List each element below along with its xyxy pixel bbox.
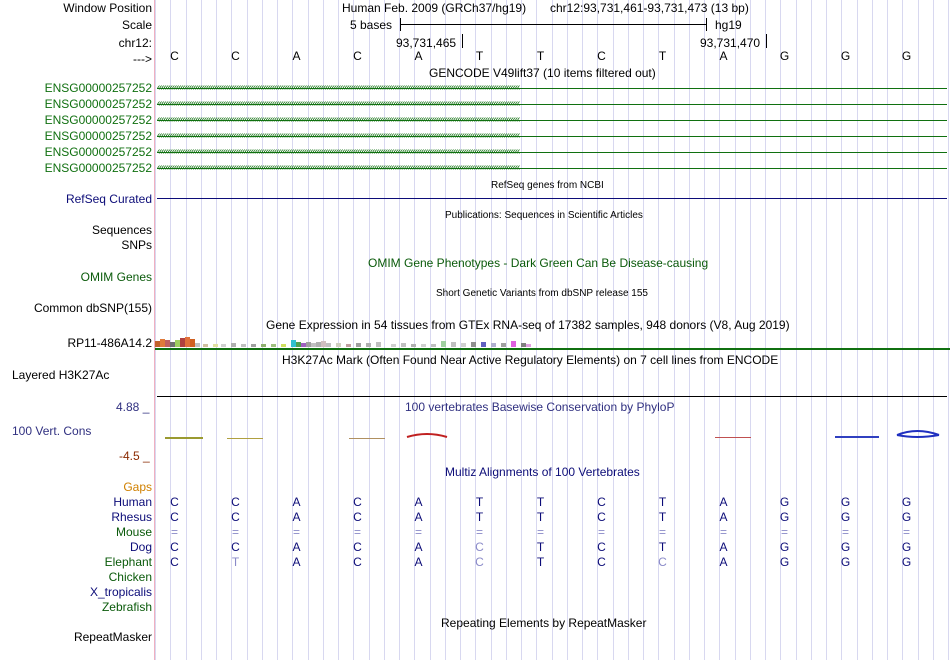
gtex-bar <box>203 344 208 347</box>
gtex-bar <box>170 342 175 347</box>
aligned-base: G <box>901 510 912 524</box>
gtex-bar <box>175 340 180 347</box>
publications-snps-label[interactable]: SNPs <box>121 238 152 252</box>
gtex-bar <box>180 338 185 347</box>
sequence-base: C <box>597 49 606 63</box>
sequence-base: C <box>170 49 179 63</box>
aligned-base: C <box>597 540 606 554</box>
gtex-bar <box>213 344 218 347</box>
scale-bar-left-tick <box>400 18 401 31</box>
aligned-base: A <box>719 510 728 524</box>
scale-label: Scale <box>121 18 152 32</box>
publications-track-title[interactable]: Publications: Sequences in Scientific Articles <box>445 210 643 221</box>
h3k27ac-baseline <box>157 396 947 397</box>
gtex-bar <box>221 344 226 347</box>
h3k27ac-track-title[interactable]: H3K27Ac Mark (Often Found Near Active Regulatory Elements) on 7 cell lines from ENCODE <box>282 353 779 367</box>
omim-track-label[interactable]: OMIM Genes <box>80 270 152 284</box>
phylop-mark <box>835 436 879 438</box>
aligned-base: = <box>658 525 666 539</box>
gencode-feature-row[interactable] <box>157 81 947 95</box>
gencode-feature-row[interactable] <box>157 129 947 143</box>
aligned-base: C <box>597 555 606 569</box>
sequence-base: T <box>475 49 484 63</box>
gtex-bar <box>185 337 190 347</box>
sequence-base: C <box>353 49 362 63</box>
aligned-base: C <box>353 555 362 569</box>
gtex-bar <box>321 341 326 347</box>
sequence-base: G <box>901 49 912 63</box>
gencode-feature-row[interactable] <box>157 113 947 127</box>
gtex-bar <box>296 342 301 347</box>
assembly-text: Human Feb. 2009 (GRCh37/hg19) <box>342 1 527 15</box>
aligned-base: A <box>292 495 301 509</box>
aligned-base: G <box>779 555 790 569</box>
refseq-track-label[interactable]: RefSeq Curated <box>65 192 152 206</box>
aligned-base: G <box>840 540 851 554</box>
aligned-base: = <box>902 525 910 539</box>
sequence-base: T <box>658 49 667 63</box>
gtex-bar <box>311 343 316 347</box>
coordinate-left-tick <box>462 34 463 48</box>
gtex-bar <box>481 342 486 347</box>
aligned-base: = <box>597 525 605 539</box>
aligned-base: A <box>414 540 423 554</box>
aligned-base: = <box>170 525 178 539</box>
phylop-mark <box>897 431 939 437</box>
aligned-base: G <box>840 495 851 509</box>
aligned-base: C <box>231 495 240 509</box>
phylop-mark <box>165 437 203 439</box>
aligned-base: A <box>292 555 301 569</box>
gencode-gene-label[interactable]: ENSG00000257252 <box>44 129 152 143</box>
aligned-base: G <box>840 510 851 524</box>
aligned-base: G <box>779 540 790 554</box>
sequence-base: T <box>536 49 545 63</box>
aligned-base: = <box>231 525 239 539</box>
gtex-bar <box>165 340 170 347</box>
aligned-base: C <box>170 540 179 554</box>
aligned-base: A <box>719 495 728 509</box>
gtex-bar <box>366 343 371 347</box>
gtex-track-title[interactable]: Gene Expression in 54 tissues from GTEx RNA-seq of 17382 samples, 948 donors (V8, Aug 2019) <box>266 318 790 332</box>
gtex-bar <box>316 342 321 347</box>
aligned-base: = <box>841 525 849 539</box>
strand-chevrons: ‹‹‹‹‹‹‹‹‹‹‹‹‹‹‹‹‹‹‹‹‹‹‹‹‹‹‹‹‹‹‹‹‹‹‹‹‹‹‹‹‹‹‹‹‹‹‹‹‹‹‹‹‹‹‹‹‹‹‹‹‹‹‹‹‹‹‹‹‹‹‹‹‹‹‹‹‹‹‹‹‹‹‹‹‹‹‹‹‹‹‹‹‹‹‹‹‹‹‹‹‹‹‹‹‹‹‹‹‹‹‹‹‹‹‹‹‹‹‹‹‹‹‹‹‹‹‹‹‹‹‹‹‹‹‹‹‹‹‹‹‹‹‹‹‹‹‹‹‹‹‹‹‹‹‹‹‹‹‹‹‹‹‹‹‹‹‹‹‹‹ <box>157 114 520 125</box>
aligned-base: C <box>353 510 362 524</box>
gtex-bar <box>411 344 416 347</box>
aligned-base: C <box>231 510 240 524</box>
publications-sequences-label[interactable]: Sequences <box>91 223 152 237</box>
aligned-base: T <box>658 540 667 554</box>
aligned-base: T <box>536 555 545 569</box>
gtex-bar <box>281 344 286 347</box>
aligned-base: = <box>719 525 727 539</box>
aligned-base: C <box>475 555 484 569</box>
dbsnp-track-label[interactable]: Common dbSNP(155) <box>33 301 152 315</box>
sequence-base: G <box>840 49 851 63</box>
gtex-bar <box>461 343 466 347</box>
gtex-bar <box>421 344 426 347</box>
strand-chevrons: ‹‹‹‹‹‹‹‹‹‹‹‹‹‹‹‹‹‹‹‹‹‹‹‹‹‹‹‹‹‹‹‹‹‹‹‹‹‹‹‹‹‹‹‹‹‹‹‹‹‹‹‹‹‹‹‹‹‹‹‹‹‹‹‹‹‹‹‹‹‹‹‹‹‹‹‹‹‹‹‹‹‹‹‹‹‹‹‹‹‹‹‹‹‹‹‹‹‹‹‹‹‹‹‹‹‹‹‹‹‹‹‹‹‹‹‹‹‹‹‹‹‹‹‹‹‹‹‹‹‹‹‹‹‹‹‹‹‹‹‹‹‹‹‹‹‹‹‹‹‹‹‹‹‹‹‹‹‹‹‹‹‹‹‹‹‹‹‹‹‹ <box>157 98 520 109</box>
aligned-base: C <box>353 495 362 509</box>
gencode-gene-label[interactable]: ENSG00000257252 <box>44 97 152 111</box>
position-text: chr12:93,731,461-93,731,473 (13 bp) <box>550 1 749 15</box>
chromosome-label: chr12: <box>118 36 152 50</box>
phylop-min-label: -4.5 _ <box>119 449 150 463</box>
gtex-bar <box>391 344 396 347</box>
aligned-base: T <box>658 495 667 509</box>
aligned-base: = <box>780 525 788 539</box>
aligned-base: G <box>901 555 912 569</box>
aligned-base: C <box>170 510 179 524</box>
gtex-bar <box>190 339 195 347</box>
gtex-bar <box>291 340 296 347</box>
gencode-gene-label[interactable]: ENSG00000257252 <box>44 145 152 159</box>
aligned-base: = <box>292 525 300 539</box>
gtex-bar <box>195 343 200 347</box>
sequence-base: C <box>231 49 240 63</box>
strand-chevrons: ‹‹‹‹‹‹‹‹‹‹‹‹‹‹‹‹‹‹‹‹‹‹‹‹‹‹‹‹‹‹‹‹‹‹‹‹‹‹‹‹‹‹‹‹‹‹‹‹‹‹‹‹‹‹‹‹‹‹‹‹‹‹‹‹‹‹‹‹‹‹‹‹‹‹‹‹‹‹‹‹‹‹‹‹‹‹‹‹‹‹‹‹‹‹‹‹‹‹‹‹‹‹‹‹‹‹‹‹‹‹‹‹‹‹‹‹‹‹‹‹‹‹‹‹‹‹‹‹‹‹‹‹‹‹‹‹‹‹‹‹‹‹‹‹‹‹‹‹‹‹‹‹‹‹‹‹‹‹‹‹‹‹‹‹‹‹‹‹‹‹ <box>157 146 520 157</box>
left-navigation-bar[interactable] <box>154 0 155 660</box>
strand-arrow-label[interactable]: ---> <box>133 52 152 66</box>
sequence-base: G <box>779 49 790 63</box>
gencode-feature-row[interactable] <box>157 161 947 175</box>
multiz-species-label[interactable]: Rhesus <box>111 510 152 524</box>
aligned-base: C <box>475 540 484 554</box>
multiz-gaps-label[interactable]: Gaps <box>123 480 152 494</box>
strand-chevrons: ‹‹‹‹‹‹‹‹‹‹‹‹‹‹‹‹‹‹‹‹‹‹‹‹‹‹‹‹‹‹‹‹‹‹‹‹‹‹‹‹‹‹‹‹‹‹‹‹‹‹‹‹‹‹‹‹‹‹‹‹‹‹‹‹‹‹‹‹‹‹‹‹‹‹‹‹‹‹‹‹‹‹‹‹‹‹‹‹‹‹‹‹‹‹‹‹‹‹‹‹‹‹‹‹‹‹‹‹‹‹‹‹‹‹‹‹‹‹‹‹‹‹‹‹‹‹‹‹‹‹‹‹‹‹‹‹‹‹‹‹‹‹‹‹‹‹‹‹‹‹‹‹‹‹‹‹‹‹‹‹‹‹‹‹‹‹‹‹‹‹ <box>157 130 520 141</box>
gtex-bar <box>231 343 236 347</box>
multiz-species-label[interactable]: Zebrafish <box>101 600 152 614</box>
dbsnp-track-title[interactable]: Short Genetic Variants from dbSNP release 155 <box>436 288 648 299</box>
refseq-feature-line[interactable] <box>157 198 947 199</box>
gtex-bar <box>471 342 476 347</box>
h3k27ac-track-label[interactable]: Layered H3K27Ac <box>12 368 110 382</box>
aligned-base: = <box>475 525 483 539</box>
gtex-bar <box>160 339 165 347</box>
gtex-bar <box>271 344 276 347</box>
gtex-bar <box>356 343 361 347</box>
repeatmasker-track-label[interactable]: RepeatMasker <box>73 630 152 644</box>
gtex-gene-label[interactable]: RP11-486A14.2 <box>67 336 152 350</box>
aligned-base: T <box>536 495 545 509</box>
gtex-bar <box>241 344 246 347</box>
gtex-bar <box>326 343 331 347</box>
phylop-max-label: 4.88 _ <box>116 400 150 414</box>
strand-chevrons: ‹‹‹‹‹‹‹‹‹‹‹‹‹‹‹‹‹‹‹‹‹‹‹‹‹‹‹‹‹‹‹‹‹‹‹‹‹‹‹‹‹‹‹‹‹‹‹‹‹‹‹‹‹‹‹‹‹‹‹‹‹‹‹‹‹‹‹‹‹‹‹‹‹‹‹‹‹‹‹‹‹‹‹‹‹‹‹‹‹‹‹‹‹‹‹‹‹‹‹‹‹‹‹‹‹‹‹‹‹‹‹‹‹‹‹‹‹‹‹‹‹‹‹‹‹‹‹‹‹‹‹‹‹‹‹‹‹‹‹‹‹‹‹‹‹‹‹‹‹‹‹‹‹‹‹‹‹‹‹‹‹‹‹‹‹‹‹‹‹‹ <box>157 162 520 173</box>
gtex-bar <box>491 343 496 347</box>
gtex-bar <box>501 343 506 347</box>
gtex-bar <box>251 344 256 347</box>
gtex-bar <box>301 343 306 347</box>
aligned-base: A <box>414 555 423 569</box>
phylop-track-label[interactable]: 100 Vert. Cons <box>12 424 92 438</box>
multiz-species-label[interactable]: Human <box>113 495 152 509</box>
phylop-mark <box>227 438 263 439</box>
aligned-base: G <box>779 495 790 509</box>
multiz-species-label[interactable]: Chicken <box>108 570 152 584</box>
aligned-base: G <box>901 495 912 509</box>
aligned-base: = <box>414 525 422 539</box>
coordinate-left: 93,731,465 <box>396 36 457 50</box>
strand-chevrons: ‹‹‹‹‹‹‹‹‹‹‹‹‹‹‹‹‹‹‹‹‹‹‹‹‹‹‹‹‹‹‹‹‹‹‹‹‹‹‹‹‹‹‹‹‹‹‹‹‹‹‹‹‹‹‹‹‹‹‹‹‹‹‹‹‹‹‹‹‹‹‹‹‹‹‹‹‹‹‹‹‹‹‹‹‹‹‹‹‹‹‹‹‹‹‹‹‹‹‹‹‹‹‹‹‹‹‹‹‹‹‹‹‹‹‹‹‹‹‹‹‹‹‹‹‹‹‹‹‹‹‹‹‹‹‹‹‹‹‹‹‹‹‹‹‹‹‹‹‹‹‹‹‹‹‹‹‹‹‹‹‹‹‹‹‹‹‹‹‹‹ <box>157 82 520 93</box>
gtex-bar <box>401 343 406 347</box>
gtex-bar <box>451 342 456 347</box>
phylop-mark <box>715 437 751 438</box>
aligned-base: T <box>475 495 484 509</box>
phylop-conservation-plot[interactable] <box>155 425 950 445</box>
phylop-track-title[interactable]: 100 vertebrates Basewise Conservation by PhyloP <box>405 400 675 414</box>
sequence-base: A <box>292 49 301 63</box>
aligned-base: C <box>658 555 667 569</box>
gencode-feature-row[interactable] <box>157 97 947 111</box>
aligned-base: C <box>353 540 362 554</box>
aligned-base: A <box>292 540 301 554</box>
gtex-bar <box>521 343 526 347</box>
scale-text: 5 bases <box>350 18 393 32</box>
sequence-base: A <box>414 49 423 63</box>
aligned-base: A <box>719 540 728 554</box>
aligned-base: T <box>475 510 484 524</box>
gtex-bar <box>261 344 266 347</box>
aligned-base: T <box>658 510 667 524</box>
aligned-base: T <box>536 540 545 554</box>
grid-line <box>155 0 156 660</box>
gtex-bar <box>336 343 341 347</box>
aligned-base: C <box>597 510 606 524</box>
window-position-label: Window Position <box>63 1 152 15</box>
aligned-base: C <box>170 495 179 509</box>
aligned-base: C <box>597 495 606 509</box>
aligned-base: C <box>231 540 240 554</box>
gencode-gene-label[interactable]: ENSG00000257252 <box>44 113 152 127</box>
repeatmasker-track-title[interactable]: Repeating Elements by RepeatMasker <box>441 616 647 630</box>
gtex-bar <box>306 342 311 347</box>
multiz-species-label[interactable]: X_tropicalis <box>89 585 152 599</box>
gencode-track-title[interactable]: GENCODE V49lift37 (10 items filtered out) <box>429 66 656 80</box>
gtex-bar <box>441 341 446 347</box>
multiz-track-title[interactable]: Multiz Alignments of 100 Vertebrates <box>445 465 640 479</box>
aligned-base: A <box>719 555 728 569</box>
aligned-base: G <box>901 540 912 554</box>
aligned-base: T <box>231 555 240 569</box>
multiz-species-label[interactable]: Dog <box>129 540 152 554</box>
gtex-bar <box>526 344 531 347</box>
aligned-base: A <box>414 510 423 524</box>
gencode-gene-label[interactable]: ENSG00000257252 <box>44 81 152 95</box>
aligned-base: = <box>536 525 544 539</box>
gencode-feature-row[interactable] <box>157 145 947 159</box>
refseq-track-title[interactable]: RefSeq genes from NCBI <box>491 180 604 191</box>
aligned-base: T <box>536 510 545 524</box>
aligned-base: G <box>779 510 790 524</box>
scale-bar-right-tick <box>706 18 707 31</box>
gtex-bar <box>155 341 160 347</box>
coordinate-right-tick <box>766 34 767 48</box>
gtex-bar <box>511 341 516 347</box>
aligned-base: A <box>414 495 423 509</box>
phylop-mark <box>349 438 385 439</box>
aligned-base: C <box>170 555 179 569</box>
scale-bar <box>400 24 706 25</box>
grid-line <box>948 0 949 660</box>
multiz-species-label[interactable]: Mouse <box>115 525 152 539</box>
coordinate-right: 93,731,470 <box>700 36 761 50</box>
multiz-species-label[interactable]: Elephant <box>104 555 152 569</box>
phylop-mark <box>407 434 447 437</box>
gtex-bar <box>431 344 436 347</box>
gtex-expression-bars[interactable] <box>155 335 950 350</box>
gencode-gene-label[interactable]: ENSG00000257252 <box>44 161 152 175</box>
gtex-bar <box>346 344 351 347</box>
gtex-tissue-bars <box>155 337 531 347</box>
scale-assembly: hg19 <box>715 18 742 32</box>
omim-track-title[interactable]: OMIM Gene Phenotypes - Dark Green Can Be Disease-causing <box>368 256 709 270</box>
gtex-bar <box>376 342 381 347</box>
sequence-base: A <box>719 49 728 63</box>
aligned-base: A <box>292 510 301 524</box>
aligned-base: = <box>353 525 361 539</box>
gtex-gene-extent <box>155 348 950 350</box>
aligned-base: G <box>840 555 851 569</box>
